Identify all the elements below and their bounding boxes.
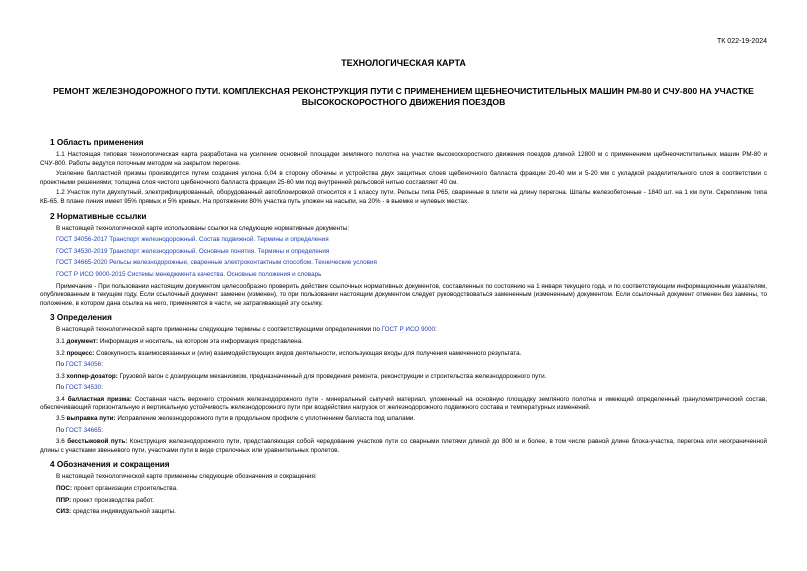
gost-link[interactable]: ГОСТ 34530 xyxy=(65,384,102,392)
source-line: По ГОСТ 34665: xyxy=(56,426,103,434)
document-type: ТЕХНОЛОГИЧЕСКАЯ КАРТА xyxy=(341,58,466,68)
paragraph: В настоящей технологической карте применены следующие обозначения и сокращения: xyxy=(56,473,317,481)
abbreviation: СИЗ: средства индивидуальной защиты. xyxy=(56,508,176,516)
definition: 3.3 хоппер-дозатор: Грузовой вагон с дозирующим механизмом, предназначенный для проведения ремонта, реконструкции и строительства железнодорожного пути. xyxy=(56,372,547,380)
gost-link[interactable]: ГОСТ 34056 xyxy=(65,361,102,369)
definition: 3.4 балластная призма: Составная часть верхнего строения железнодорожного пути - минеральный сыпучий материал, уложенный на основную площадку земляного полотна и имеющий определенный гранулометрический состав, обеспечивающий горизонтальную и вертикальную устойчивость железнодорожного пути при воздействии нагрузок от железнодорожного подвижного состава и температурных изменений. xyxy=(40,395,767,412)
paragraph: 1.1 Настоящая типовая технологическая карта разработана на усиление основной площадки земляного полотна на участке высокоскоростного движения поездов длиной 12800 м с применением щебнеочистительных машин РМ-80 и СЧУ-800. Работы ведутся поточным методом на закрытом перегоне. xyxy=(40,151,767,167)
section-heading-references: 2 Нормативные ссылки xyxy=(50,211,147,221)
source-line: По ГОСТ 34056: xyxy=(56,361,103,369)
definition: 3.5 выправка пути: Исправление железнодорожного пути в продольном профиле с уплотнением балласта под шпалами. xyxy=(56,415,416,423)
section-heading-definitions: 3 Определения xyxy=(50,313,112,323)
paragraph: В настоящей технологической карте использованы ссылки на следующие нормативные документы: xyxy=(56,224,350,232)
document-body xyxy=(40,137,767,520)
reference-link[interactable]: ГОСТ Р ИСО 9000-2015 Системы менеджмента качества. Основные положения и словарь xyxy=(56,270,322,278)
definition: 3.6 бесстыковой путь: Конструкция железнодорожного пути, представляющая собой чередование участков пути со сварными плетями длиной до 800 м и более, в том числе равной длине блока-участка, перегона или неограниченной длины с участками звеньевого пути, участками пути в виде стрелочных или уравнительных пролетов. xyxy=(40,438,767,454)
document-title: РЕМОНТ ЖЕЛЕЗНОДОРОЖНОГО ПУТИ. КОМПЛЕКСНАЯ РЕКОНСТРУКЦИЯ ПУТИ С ПРИМЕНЕНИЕМ ЩЕБНЕОЧИСТИТЕЛЬНЫХ МАШИН РМ-80 И СЧУ-800 НА УЧАСТКЕ ВЫСОКОСКОРОСТНОГО ДВИЖЕНИЯ ПОЕЗДОВ xyxy=(53,86,754,107)
definition: 3.2 процесс: Совокупность взаимосвязанных и (или) взаимодействующих видов деятельности, использующая входы для получения намеченного результата. xyxy=(56,349,522,357)
reference-link[interactable]: ГОСТ 34056-2017 Транспорт железнодорожный. Состав подвижной. Термины и определения xyxy=(56,236,329,244)
document-code: ТК 022-19-2024 xyxy=(717,38,767,45)
paragraph: 1.2 Участок пути двухпутный, электрифицированный, оборудованный автоблокировкой относится к 1 классу пути. Рельсы типа Р65, сваренные в плети на длину перегона. Шпалы железобетонные - 1840 шт. на 1 км пути. Скрепление типа КБ-65. В плане линия имеет 95% прямых и 5% кривых. На протяжении 80% участка путь уложен на насыпи, на 20% - в выемке и нулевых местах. xyxy=(40,189,767,205)
abbreviation: ППР: проект производства работ. xyxy=(56,496,154,504)
source-line: По ГОСТ 34530: xyxy=(56,384,103,392)
paragraph: В настоящей технологической карте применены следующие термины с соответствующими определениями по ГОСТ Р ИСО 9000: xyxy=(56,326,437,334)
section-heading-scope: 1 Область применения xyxy=(50,138,144,147)
reference-link[interactable]: ГОСТ 34665-2020 Рельсы железнодорожные, сваренные электроконтактным способом. Технические условия xyxy=(56,259,377,267)
section-heading-abbreviations: 4 Обозначения и сокращения xyxy=(50,460,170,470)
definition: 3.1 документ: Информация и носитель, на котором эта информация представлена. xyxy=(56,337,303,345)
gost-link[interactable]: ГОСТ Р ИСО 9000 xyxy=(381,326,436,334)
abbreviation: ПОС: проект организации строительства. xyxy=(56,485,178,493)
reference-link[interactable]: ГОСТ 34530-2019 Транспорт железнодорожный. Основные понятия. Термины и определения xyxy=(56,247,330,255)
paragraph: Усиление балластной призмы производится путем создания уклона 0,04 в сторону обочины и устройства двух защитных слоев щебеночного балласта фракции 20-40 мм и 5-20 мм с укладкой разделительного слоя в соответствии с проектными решениями; толщина слоя чистого щебеночного балласта фракции 25-60 мм под внутренней рельсовой нитью составляет 40 см. xyxy=(40,170,767,186)
note: Примечание - При пользовании настоящим документом целесообразно проверить действие ссылочных нормативных документов, составленных по состоянию на 1 января текущего года, и по соответствующим информационным указателям, опубликованным в текущем году. Если ссылочный документ заменен (изменен), то при пользовании настоящим документом следует руководствоваться замененным (измененным) документом. Если ссылочный документ отменен без замены, то положение, в котором дана ссылка на него, применяется в части, не затрагивающей эту ссылку. xyxy=(40,282,767,307)
gost-link[interactable]: ГОСТ 34665 xyxy=(65,426,102,434)
